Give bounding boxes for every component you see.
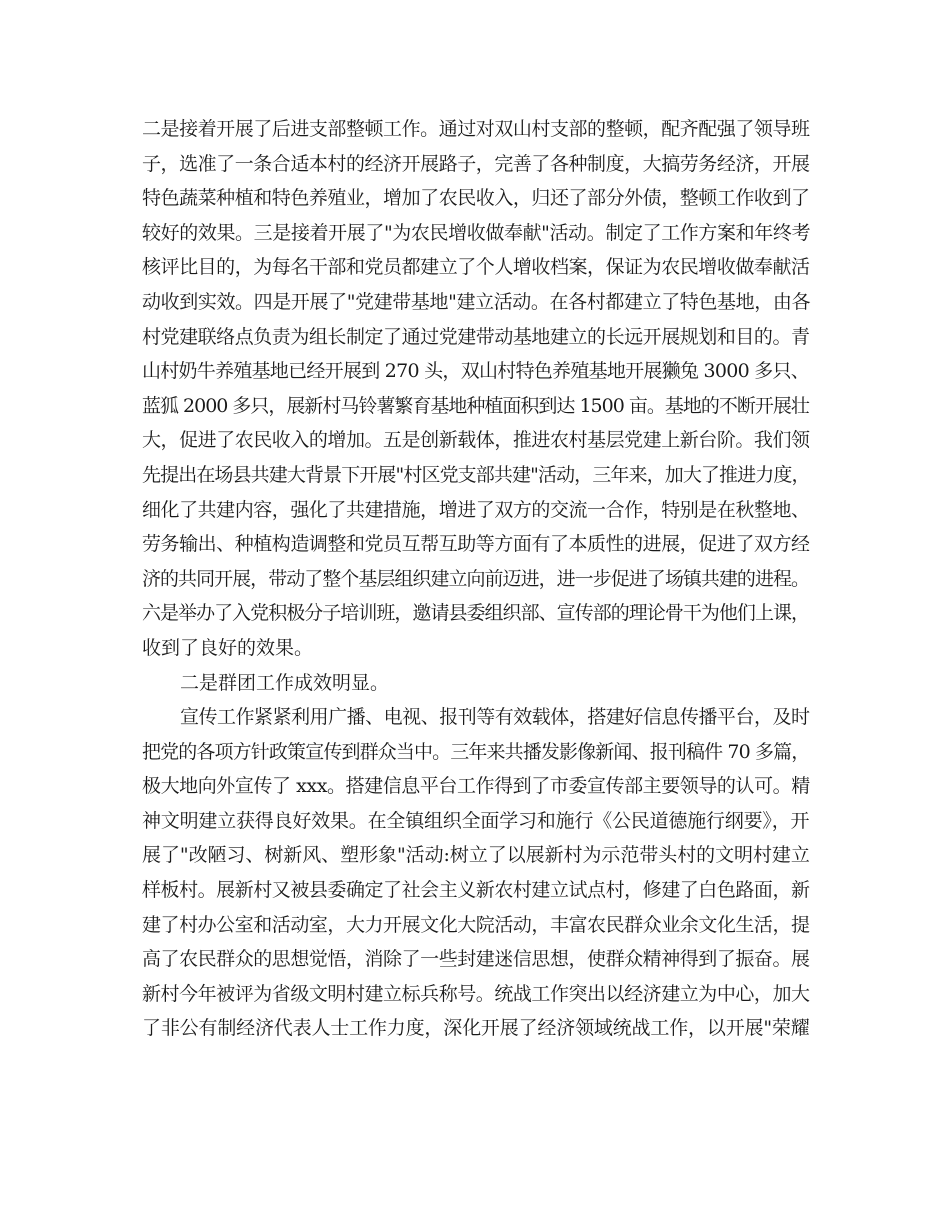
text-line-1: 二是接着开展了后进支部整顿工作。通过对双山村支部的整顿，配齐配强了领导班 [142,118,810,140]
text-line-25: 高了农民群众的思想觉悟，消除了一些封建迷信思想，使群众精神得到了振奋。展 [142,948,810,971]
text-line-27: 了非公有制经济代表人士工作力度，深化开展了经济领域统战工作，以开展"荣耀 [142,1017,810,1040]
text-line-8: 山村奶牛养殖基地已经开展到 270 头，双山村特色养殖基地开展獭兔 3000 多只、 [142,360,810,383]
text-line-7: 村党建联络点负责为组长制定了通过党建带动基地建立的长远开展规划和目的。青 [142,325,810,348]
text-line-19: 把党的各项方针政策宣传到群众当中。三年来共播发影像新闻、报刊稿件 70 多篇， [142,740,810,763]
text-line-20: 极大地向外宣传了 xxx。搭建信息平台工作得到了市委宣传部主要领导的认可。精 [142,775,810,798]
text-line-12: 细化了共建内容，强化了共建措施，增进了双方的交流一合作，特别是在秋整地、 [142,498,810,521]
text-line-26: 新村今年被评为省级文明村建立标兵称号。统战工作突出以经济建立为中心，加大 [142,982,810,1005]
text-line-5: 核评比目的，为每名干部和党员都建立了个人增收档案，保证为农民增收做奉献活 [142,256,810,279]
text-line-11: 先提出在场县共建大背景下开展"村区党支部共建"活动，三年来，加大了推进力度， [142,463,810,486]
text-line-13: 劳务输出、种植构造调整和党员互帮互助等方面有了本质性的进展，促进了双方经 [142,533,810,556]
text-line-18: 宣传工作紧紧利用广播、电视、报刊等有效载体，搭建好信息传播平台，及时 [180,706,810,729]
text-line-21: 神文明建立获得良好效果。在全镇组织全面学习和施行《公民道德施行纲要》，开 [142,809,810,832]
text-line-6: 动收到实效。四是开展了"党建带基地"建立活动。在各村都建立了特色基地，由各 [142,290,811,313]
text-line-3: 特色蔬菜种植和特色养殖业，增加了农民收入，归还了部分外债，整顿工作收到了 [142,187,810,210]
text-line-15: 六是举办了入党积极分子培训班，邀请县委组织部、宣传部的理论骨干为他们上课， [142,602,810,625]
text-line-9: 蓝狐 2000 多只，展新村马铃薯繁育基地种植面积到达 1500 亩。基地的不断开展壮 [142,394,809,417]
text-line-4: 较好的效果。三是接着开展了"为农民增收做奉献"活动。制定了工作方案和年终考 [142,221,811,244]
text-line-2: 子，选准了一条合适本村的经济开展路子，完善了各种制度，大搞劳务经济，开展 [142,152,810,175]
text-line-23: 样板村。展新村又被县委确定了社会主义新农村建立试点村，修建了白色路面，新 [142,879,810,902]
text-line-14: 济的共同开展，带动了整个基层组织建立向前迈进，进一步促进了场镇共建的进程。 [142,567,810,590]
text-line-24: 建了村办公室和活动室，大力开展文化大院活动，丰富农民群众业余文化生活，提 [142,913,810,936]
text-line-16: 收到了良好的效果。 [142,636,314,659]
text-line-22: 展了"改陋习、树新风、塑形象"活动:树立了以展新村为示范带头村的文明村建立 [142,844,810,867]
body-text [142,112,810,1046]
section-heading: 二是群团工作成效明显。 [180,671,390,694]
text-line-10: 大，促进了农民收入的增加。五是创新载体，推进农村基层党建上新台阶。我们领 [142,429,810,452]
